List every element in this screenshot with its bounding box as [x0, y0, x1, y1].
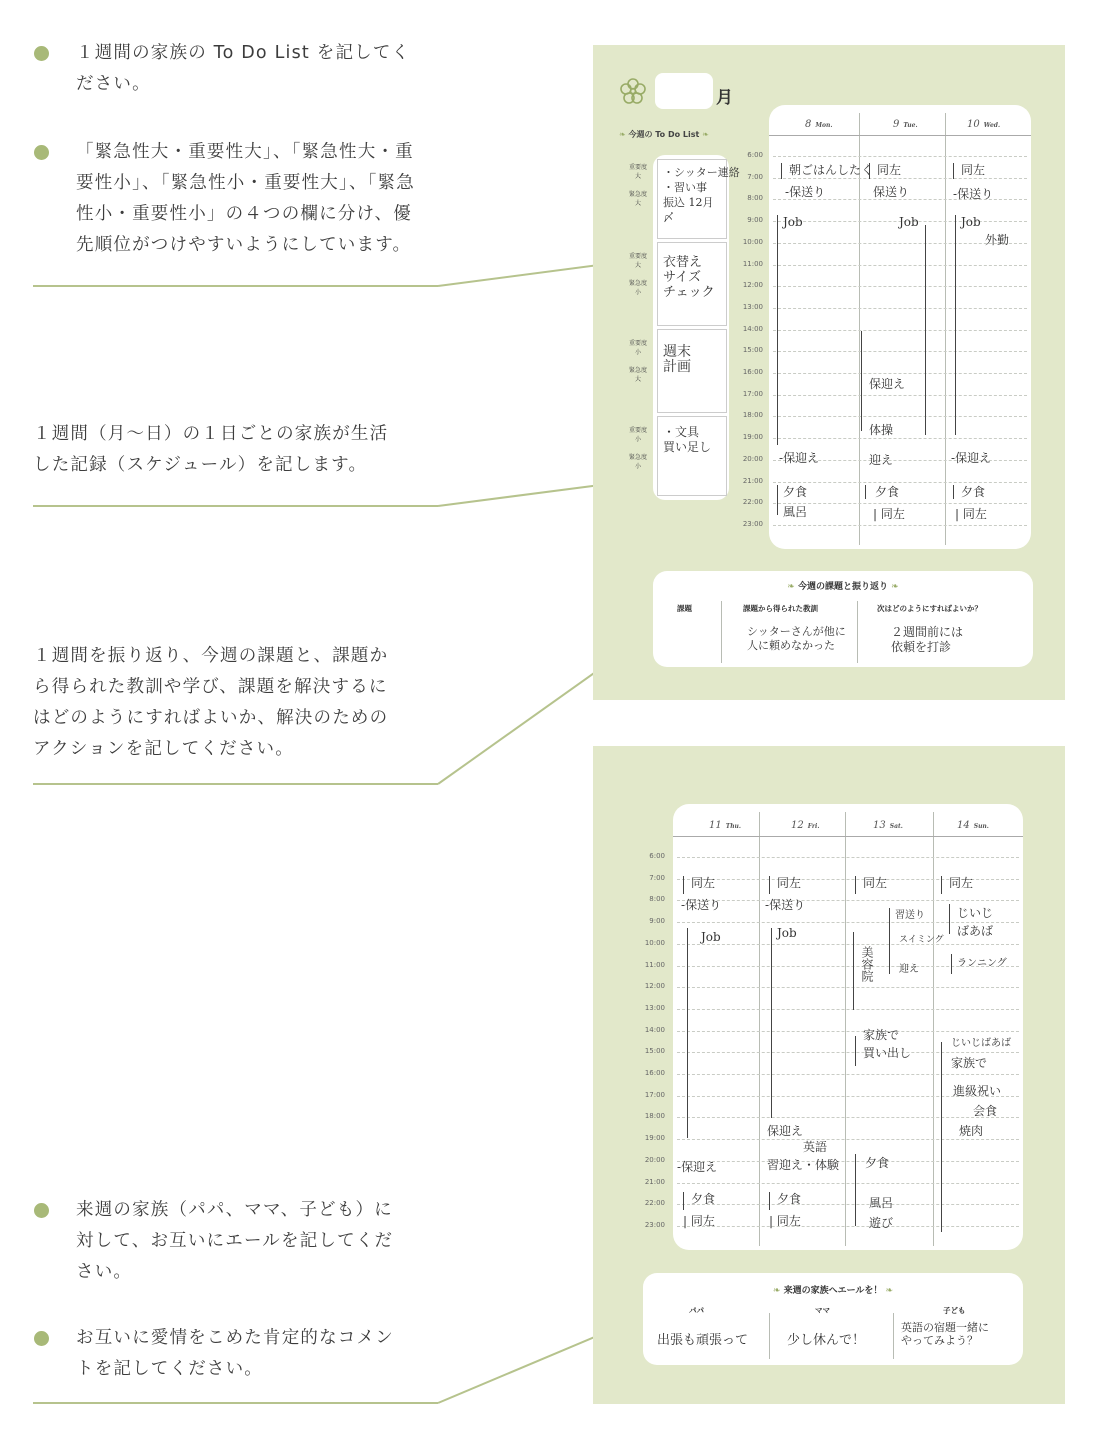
hour-grid-line [677, 1183, 1019, 1184]
schedule-entry: 遊び [869, 1216, 894, 1230]
hours-column [731, 151, 771, 551]
hour-grid-line [677, 1161, 1019, 1162]
schedule-entry: 同左 [877, 163, 902, 177]
schedule-entry: 家族で [863, 1028, 900, 1042]
cheer-card [643, 1273, 1023, 1365]
schedule-entry: じいじばあば [951, 1038, 1011, 1049]
day-header-tue: 9 Tue. [893, 119, 918, 130]
column-divider [857, 601, 858, 663]
hour-label: 6:00 [649, 852, 665, 860]
schedule-entry: -保送り [765, 898, 806, 912]
schedule-entry: スイミング [899, 935, 944, 945]
schedule-entry: 風呂 [783, 505, 808, 519]
schedule-entry: 習送り [895, 910, 925, 921]
column-divider [769, 1313, 770, 1359]
hour-label: 23:00 [644, 1220, 665, 1229]
annotation-schedule: １週間（月〜日）の１日ごとの家族が生活 した記録（スケジュール）を記します。 [33, 424, 389, 475]
schedule-entry: ランニング [957, 958, 1007, 969]
schedule-entry: ばあば [957, 924, 994, 938]
schedule-entry: 夕食 [875, 485, 900, 499]
time-bar [949, 904, 950, 934]
priority-labels-1: 重要度 大 緊急度 大 [628, 164, 647, 207]
annotation-priority: 「緊急性大・重要性大」、「緊急性大・重 要性小」、「緊急性小・重要性大」、「緊急 性小・重要性小」の４つの欄に分け、優 先順位がつけやすいようにしています。 [76, 142, 415, 255]
schedule-entry: -保送り [785, 185, 826, 199]
hour-grid-line [773, 330, 1027, 331]
reflection-col-issue: 課題 [677, 604, 692, 613]
schedule-entry: 英語 [803, 1140, 828, 1154]
schedule-entry: Job [899, 215, 919, 229]
hour-label: 8:00 [747, 194, 763, 203]
hour-label: 19:00 [742, 433, 763, 442]
leaf-icon: ❧ [619, 130, 629, 139]
column-divider [721, 601, 722, 663]
planner-page-1 [593, 45, 1065, 700]
hour-grid-line [677, 857, 1019, 858]
reflection-col-next: 次はどのようにすればよいか？ [877, 604, 982, 613]
schedule-entry: | 同左 [873, 507, 905, 521]
annotation-positive: お互いに愛情をこめた肯定的なコメン トを記してください。 [76, 1328, 394, 1379]
schedule-entry: 美容院 [860, 946, 874, 982]
schedule-entry: 風呂 [869, 1196, 894, 1210]
schedule-entry: Job [701, 930, 721, 944]
hours-column [633, 852, 673, 1252]
hour-label: 17:00 [644, 1090, 665, 1099]
schedule-entry: Job [777, 926, 797, 940]
todo-note: 週末 計画 [663, 344, 691, 375]
hour-label: 23:00 [742, 519, 763, 528]
time-bar [683, 876, 684, 894]
schedule-entry: 同左 [691, 876, 716, 890]
hour-label: 10:00 [742, 237, 763, 246]
hour-label: 11:00 [742, 259, 763, 268]
todo-title: ❧ 今週の To Do List ❧ [619, 130, 709, 139]
planner-page-2 [593, 746, 1065, 1404]
hour-label: 20:00 [742, 454, 763, 463]
schedule-entry: -保迎え [951, 451, 992, 465]
reflection-col-lesson: 課題から得られた教訓 [743, 604, 818, 613]
leaf-icon: ❧ [699, 130, 709, 139]
hour-label: 16:00 [644, 1069, 665, 1077]
schedule-entry: 買い出し [863, 1046, 912, 1060]
day-header-sat: 13 Sat. [873, 820, 903, 831]
schedule-entry: 保迎え [869, 377, 906, 391]
priority-labels-2: 重要度 大 緊急度 小 [628, 253, 647, 296]
hour-grid-line [677, 1031, 1019, 1032]
schedule-entry: じいじ [957, 906, 994, 920]
schedule-entry: 進級祝い [953, 1084, 1002, 1098]
leaf-icon: ❧ [772, 1286, 784, 1296]
time-bar [869, 163, 870, 179]
day-header-mon: 8 Mon. [805, 119, 833, 130]
schedule-entry: -保送り [681, 898, 722, 912]
cheer-col-child: 子ども [943, 1306, 966, 1315]
reflection-lesson-note: シッターさんが他に 人に頼めなかった [747, 625, 846, 652]
hour-label: 11:00 [644, 960, 665, 969]
schedule-entry: 夕食 [777, 1192, 802, 1206]
time-bar [855, 1036, 856, 1066]
time-bar [865, 485, 866, 499]
schedule-entry: -保迎え [677, 1160, 718, 1174]
todo-note: 衣替え サイズ チェック [663, 255, 715, 300]
column-divider [893, 1313, 894, 1359]
hour-grid-line [773, 525, 1027, 526]
leaf-icon: ❧ [787, 582, 798, 592]
leaf-icon: ❧ [888, 582, 899, 592]
schedule-entry: 迎え [869, 453, 894, 467]
time-bar [771, 928, 772, 1118]
todo-note: ・文具 買い足し [663, 425, 712, 454]
schedule-entry: 保送り [873, 185, 910, 199]
hour-grid-line [677, 900, 1019, 901]
schedule-entry: Job [961, 215, 981, 229]
schedule-entry: 外勤 [985, 233, 1010, 247]
month-label: 月 [716, 88, 733, 108]
todo-note: ・シッター連絡 ・習い事 振込 12月 〆 [663, 166, 740, 224]
schedule-card [769, 105, 1031, 549]
hour-grid-line [677, 1204, 1019, 1205]
hour-label: 15:00 [644, 1047, 665, 1056]
time-bar [687, 928, 688, 1138]
hour-grid-line [773, 286, 1027, 287]
schedule-card [673, 804, 1023, 1250]
priority-labels-3: 重要度 小 緊急度 大 [628, 340, 647, 383]
schedule-entry: 夕食 [783, 485, 808, 499]
schedule-entry: 迎え [899, 964, 919, 975]
hour-label: 21:00 [742, 476, 763, 485]
reflection-card [653, 571, 1033, 667]
hour-label: 7:00 [747, 172, 763, 181]
leaf-icon: ❧ [882, 1286, 894, 1296]
hour-label: 9:00 [747, 216, 763, 225]
hour-label: 12:00 [742, 281, 763, 290]
schedule-entry: -保送り [953, 187, 994, 201]
time-bar [853, 932, 854, 1010]
schedule-entry: 保迎え [767, 1124, 804, 1138]
schedule-entry: 夕食 [865, 1156, 890, 1170]
hour-grid-line [773, 373, 1027, 374]
hour-grid-line [773, 482, 1027, 483]
hour-grid-line [677, 1117, 1019, 1118]
cheer-note-child: 英語の宿題一緒に やってみよう？ [901, 1321, 989, 1347]
cheer-col-mama: ママ [815, 1306, 830, 1315]
schedule-entry: | 同左 [769, 1214, 801, 1228]
schedule-entry: 同左 [777, 876, 802, 890]
schedule-entry: 夕食 [961, 485, 986, 499]
month-input-box[interactable] [655, 73, 713, 109]
todo-card [653, 155, 740, 500]
time-bar [769, 1192, 770, 1210]
hour-label: 19:00 [644, 1134, 665, 1143]
time-bar [955, 215, 956, 435]
hour-grid-line [773, 416, 1027, 417]
cheer-col-papa: パパ [689, 1306, 704, 1315]
time-bar [855, 876, 856, 894]
hour-label: 21:00 [644, 1177, 665, 1186]
reflection-title: ❧ 今週の課題と振り返り ❧ [787, 582, 899, 592]
hour-label: 16:00 [742, 368, 763, 376]
annotation-cheer: 来週の家族（パパ、ママ、子ども）に 対して、お互いにエールを記してくだ さい。 [76, 1200, 394, 1282]
hour-label: 22:00 [644, 1199, 665, 1208]
hour-grid-line [677, 1074, 1019, 1075]
day-header-thu: 11 Thu. [709, 820, 742, 831]
hour-grid-line [677, 1226, 1019, 1227]
time-bar [861, 331, 862, 431]
time-bar [953, 485, 954, 499]
schedule-entry: 朝ごはんしたく [789, 163, 874, 177]
hour-label: 15:00 [742, 346, 763, 355]
time-bar [941, 876, 942, 894]
schedule-entry: 同左 [863, 876, 888, 890]
day-header-wed: 10 Wed. [967, 119, 1001, 130]
schedule-entry: 焼肉 [959, 1124, 984, 1138]
time-bar [777, 485, 778, 515]
flower-icon [619, 77, 647, 105]
hour-grid-line [773, 438, 1027, 439]
cheer-title: ❧ 来週の家族へエールを！ ❧ [772, 1286, 894, 1296]
time-bar [925, 225, 926, 435]
hour-grid-line [773, 395, 1027, 396]
hour-label: 13:00 [742, 302, 763, 311]
schedule-entry: 家族で [951, 1056, 988, 1070]
hour-label: 13:00 [644, 1003, 665, 1012]
schedule-entry: 同左 [961, 163, 986, 177]
schedule-entry: -保迎え [779, 451, 820, 465]
schedule-entry: | 同左 [683, 1214, 715, 1228]
hour-grid-line [677, 987, 1019, 988]
reflection-next-note: ２週間前には 依頼を打診 [891, 625, 964, 654]
hour-label: 14:00 [644, 1025, 665, 1034]
hour-label: 22:00 [742, 498, 763, 507]
time-bar [683, 1192, 684, 1210]
hour-grid-line [677, 1009, 1019, 1010]
hour-label: 9:00 [649, 917, 665, 926]
hour-label: 7:00 [649, 873, 665, 882]
hour-grid-line [677, 944, 1019, 945]
priority-labels-4: 重要度 小 緊急度 小 [628, 427, 647, 470]
schedule-entry: | 同左 [955, 507, 987, 521]
schedule-entry: 体操 [869, 423, 894, 437]
hour-label: 17:00 [742, 389, 763, 398]
hour-grid-line [773, 156, 1027, 157]
annotation-todo-list: １週間の家族の To Do List を記してく ださい。 [76, 43, 411, 94]
hour-label: 8:00 [649, 895, 665, 904]
schedule-entry: 夕食 [691, 1192, 716, 1206]
time-bar [777, 215, 778, 445]
time-bar [781, 163, 782, 179]
grid-lines [673, 804, 1023, 1250]
time-bar [769, 876, 770, 894]
schedule-entry: 同左 [949, 876, 974, 890]
annotation-reflection: １週間を振り返り、今週の課題と、課題か ら得られた教訓や学び、課題を解決するに はどのようにすればよいか、解決のための アクションを記してください。 [33, 646, 389, 759]
schedule-entry: Job [783, 215, 803, 229]
time-bar [953, 163, 954, 179]
hour-label: 12:00 [644, 982, 665, 991]
hour-grid-line [677, 1139, 1019, 1140]
cheer-note-mama: 少し休んで！ [787, 1333, 866, 1348]
hour-label: 6:00 [747, 151, 763, 159]
day-header-sun: 14 Sun. [957, 820, 989, 831]
day-header-fri: 12 Fri. [791, 820, 820, 831]
hour-grid-line [773, 308, 1027, 309]
cheer-note-papa: 出張も頑張って [657, 1333, 749, 1348]
schedule-entry: 会食 [973, 1104, 998, 1118]
time-bar [855, 1154, 856, 1226]
schedule-entry: 習迎え・体験 [767, 1158, 840, 1172]
time-bar [889, 908, 890, 974]
hour-label: 14:00 [742, 324, 763, 333]
hour-label: 18:00 [644, 1112, 665, 1121]
hour-grid-line [773, 265, 1027, 266]
hour-grid-line [773, 351, 1027, 352]
time-bar [941, 1042, 942, 1232]
hour-label: 10:00 [644, 938, 665, 947]
time-bar [951, 954, 952, 974]
hour-label: 18:00 [742, 411, 763, 420]
hour-label: 20:00 [644, 1155, 665, 1164]
